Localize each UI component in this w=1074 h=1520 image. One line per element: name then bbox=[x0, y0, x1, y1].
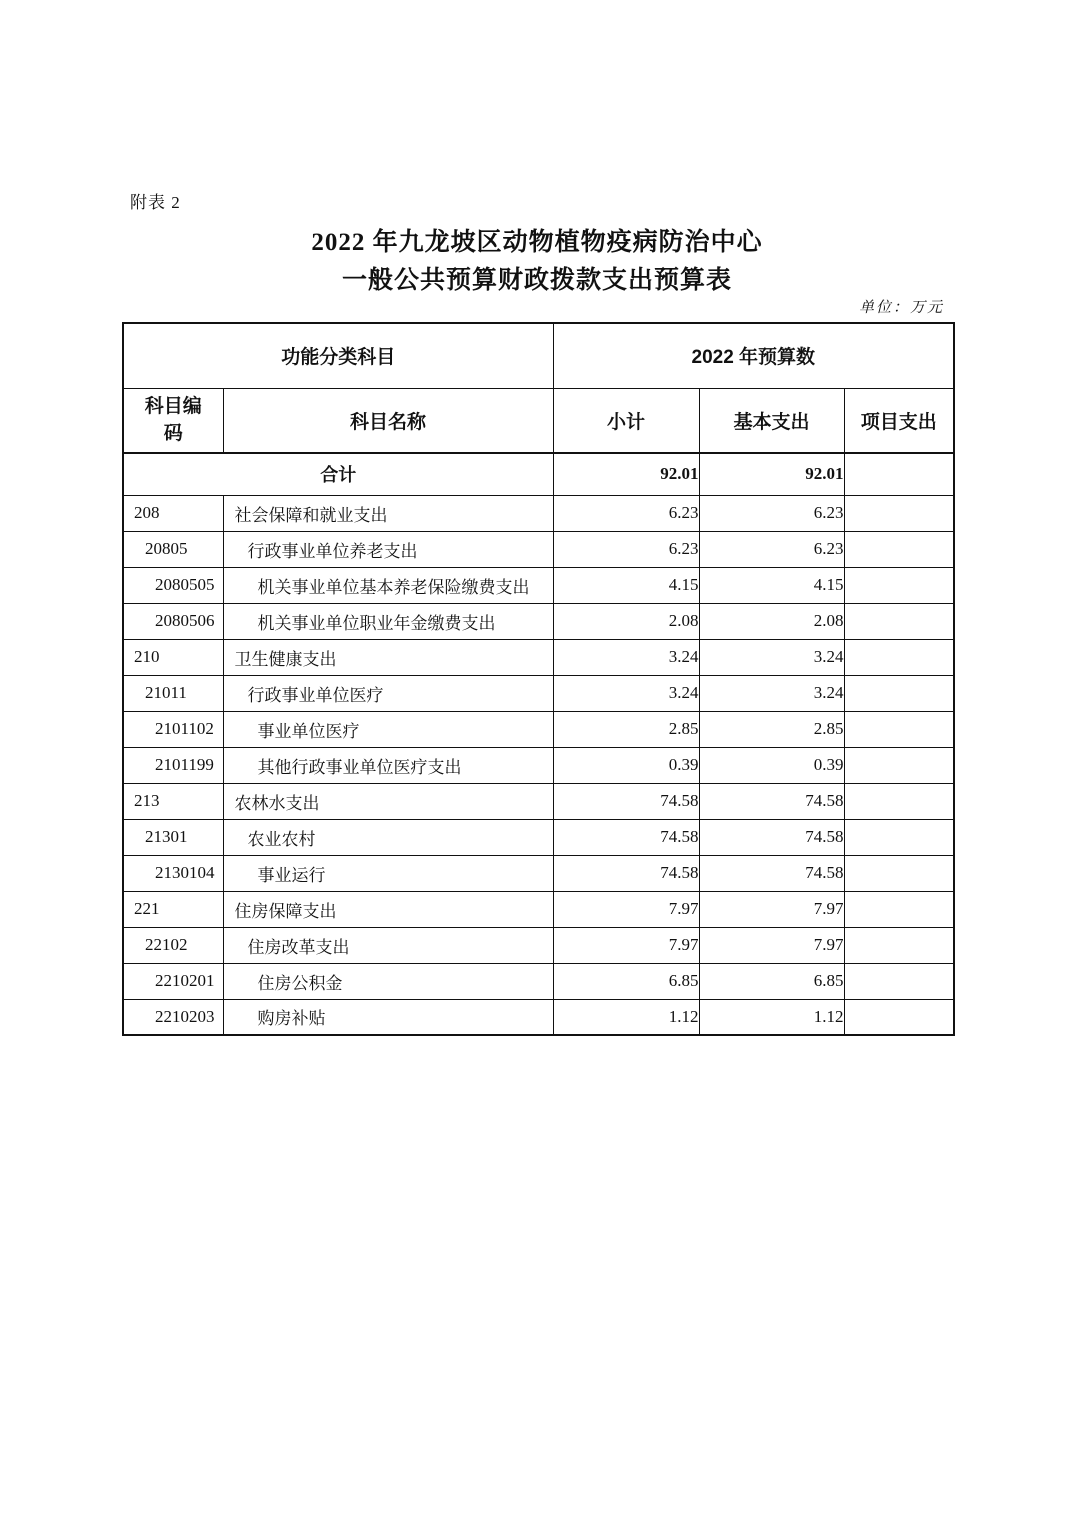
cell-subtotal: 74.58 bbox=[553, 783, 699, 819]
cell-subtotal: 7.97 bbox=[553, 927, 699, 963]
cell-subtotal: 3.24 bbox=[553, 675, 699, 711]
table-row bbox=[123, 747, 954, 783]
cell-subject-code: 221 bbox=[123, 891, 223, 927]
cell-subject-name: 农业农村 bbox=[223, 819, 553, 855]
cell-subject-code: 2101102 bbox=[123, 711, 223, 747]
cell-subtotal: 3.24 bbox=[553, 639, 699, 675]
cell-basic: 4.15 bbox=[699, 567, 844, 603]
cell-project bbox=[844, 603, 954, 639]
total-basic-value: 92.01 bbox=[699, 453, 844, 495]
cell-subject-name: 其他行政事业单位医疗支出 bbox=[223, 747, 553, 783]
cell-project bbox=[844, 639, 954, 675]
cell-subject-name: 住房改革支出 bbox=[223, 927, 553, 963]
table-row bbox=[123, 495, 954, 531]
cell-subtotal: 2.85 bbox=[553, 711, 699, 747]
total-subtotal-value: 92.01 bbox=[553, 453, 699, 495]
page-title-line2: 一般公共预算财政拨款支出预算表 bbox=[341, 267, 732, 294]
cell-subject-name: 住房保障支出 bbox=[223, 891, 553, 927]
cell-project bbox=[844, 747, 954, 783]
table-row bbox=[123, 999, 954, 1035]
cell-basic: 2.08 bbox=[699, 603, 844, 639]
table-row bbox=[123, 963, 954, 999]
cell-subject-code: 2210203 bbox=[123, 999, 223, 1035]
header-row-columns bbox=[123, 388, 954, 453]
unit-note: 单位：万元 bbox=[858, 300, 944, 316]
cell-subject-name: 行政事业单位养老支出 bbox=[223, 531, 553, 567]
cell-subject-code: 213 bbox=[123, 783, 223, 819]
header-row-groups bbox=[123, 323, 954, 388]
cell-basic: 6.23 bbox=[699, 495, 844, 531]
total-project-value bbox=[844, 453, 954, 495]
cell-subject-name: 机关事业单位基本养老保险缴费支出 bbox=[223, 567, 553, 603]
table-row bbox=[123, 567, 954, 603]
table-row bbox=[123, 675, 954, 711]
table-row bbox=[123, 891, 954, 927]
cell-subject-name: 事业运行 bbox=[223, 855, 553, 891]
table-row bbox=[123, 855, 954, 891]
cell-basic: 3.24 bbox=[699, 639, 844, 675]
table-row bbox=[123, 531, 954, 567]
cell-basic: 3.24 bbox=[699, 675, 844, 711]
cell-subject-code: 20805 bbox=[123, 531, 223, 567]
cell-basic: 2.85 bbox=[699, 711, 844, 747]
table-row-total bbox=[123, 453, 954, 495]
table-row bbox=[123, 603, 954, 639]
cell-subtotal: 2.08 bbox=[553, 603, 699, 639]
cell-subject-name: 农林水支出 bbox=[223, 783, 553, 819]
cell-subtotal: 6.23 bbox=[553, 531, 699, 567]
cell-basic: 6.23 bbox=[699, 531, 844, 567]
table-row bbox=[123, 639, 954, 675]
cell-project bbox=[844, 963, 954, 999]
header-function-classification: 功能分类科目 bbox=[123, 323, 553, 388]
cell-project bbox=[844, 855, 954, 891]
cell-subject-name: 事业单位医疗 bbox=[223, 711, 553, 747]
table-row bbox=[123, 927, 954, 963]
cell-basic: 7.97 bbox=[699, 927, 844, 963]
cell-subject-name: 机关事业单位职业年金缴费支出 bbox=[223, 603, 553, 639]
cell-basic: 7.97 bbox=[699, 891, 844, 927]
cell-subtotal: 74.58 bbox=[553, 855, 699, 891]
cell-project bbox=[844, 711, 954, 747]
cell-subject-code: 208 bbox=[123, 495, 223, 531]
column-header-subject-name: 科目名称 bbox=[223, 388, 553, 453]
cell-subject-name: 住房公积金 bbox=[223, 963, 553, 999]
cell-subject-code: 2101199 bbox=[123, 747, 223, 783]
cell-subject-code: 21011 bbox=[123, 675, 223, 711]
cell-basic: 74.58 bbox=[699, 855, 844, 891]
cell-project bbox=[844, 675, 954, 711]
column-header-subject-code bbox=[123, 388, 223, 453]
table-row bbox=[123, 711, 954, 747]
cell-subject-code: 2210201 bbox=[123, 963, 223, 999]
cell-project bbox=[844, 531, 954, 567]
header-2022-budget: 2022 年预算数 bbox=[553, 323, 954, 388]
cell-project bbox=[844, 783, 954, 819]
cell-project bbox=[844, 999, 954, 1035]
total-label: 合计 bbox=[123, 453, 553, 495]
budget-table-header bbox=[123, 323, 954, 453]
cell-project bbox=[844, 567, 954, 603]
cell-subject-code: 22102 bbox=[123, 927, 223, 963]
cell-subject-code: 210 bbox=[123, 639, 223, 675]
cell-subtotal: 74.58 bbox=[553, 819, 699, 855]
cell-project bbox=[844, 891, 954, 927]
cell-subject-name: 社会保障和就业支出 bbox=[223, 495, 553, 531]
cell-basic: 6.85 bbox=[699, 963, 844, 999]
cell-project bbox=[844, 819, 954, 855]
column-header-subject-code-label: 科目编码 bbox=[144, 395, 202, 445]
cell-basic: 74.58 bbox=[699, 819, 844, 855]
cell-project bbox=[844, 927, 954, 963]
cell-basic: 1.12 bbox=[699, 999, 844, 1035]
cell-subject-name: 卫生健康支出 bbox=[223, 639, 553, 675]
budget-table bbox=[122, 322, 955, 1036]
cell-subtotal: 4.15 bbox=[553, 567, 699, 603]
cell-subject-name: 购房补贴 bbox=[223, 999, 553, 1035]
cell-subject-code: 2080506 bbox=[123, 603, 223, 639]
cell-subject-code: 21301 bbox=[123, 819, 223, 855]
cell-subject-name: 行政事业单位医疗 bbox=[223, 675, 553, 711]
annex-label: 附表 2 bbox=[130, 193, 181, 212]
cell-subtotal: 6.85 bbox=[553, 963, 699, 999]
cell-basic: 74.58 bbox=[699, 783, 844, 819]
column-header-basic-expenditure: 基本支出 bbox=[699, 388, 844, 453]
page-title-line1: 2022 年九龙坡区动物植物疫病防治中心 bbox=[311, 229, 763, 256]
cell-subtotal: 7.97 bbox=[553, 891, 699, 927]
cell-project bbox=[844, 495, 954, 531]
column-header-project-expenditure: 项目支出 bbox=[844, 388, 954, 453]
table-row bbox=[123, 783, 954, 819]
column-header-subtotal: 小计 bbox=[553, 388, 699, 453]
cell-subject-code: 2080505 bbox=[123, 567, 223, 603]
cell-basic: 0.39 bbox=[699, 747, 844, 783]
budget-table-body bbox=[123, 453, 954, 1035]
table-row bbox=[123, 819, 954, 855]
cell-subtotal: 0.39 bbox=[553, 747, 699, 783]
cell-subject-code: 2130104 bbox=[123, 855, 223, 891]
cell-subtotal: 1.12 bbox=[553, 999, 699, 1035]
cell-subtotal: 6.23 bbox=[553, 495, 699, 531]
